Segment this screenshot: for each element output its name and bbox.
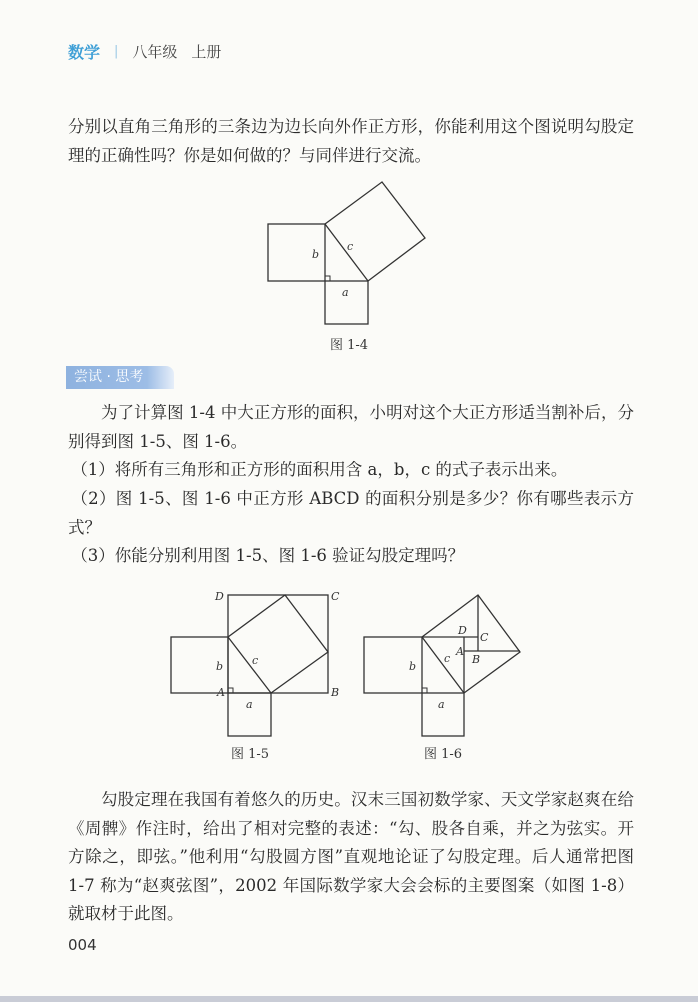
label-c: c <box>252 654 259 667</box>
figure-1-5 <box>171 590 340 736</box>
grade-label: 八年级 <box>132 43 178 61</box>
label-A: A <box>456 645 464 658</box>
square-c <box>325 182 425 281</box>
label-a: a <box>246 698 253 711</box>
scan-edge <box>0 996 698 1002</box>
question-1: （1）将所有三角形和正方形的面积用含 a，b，c 的式子表示出来。 <box>71 460 568 479</box>
figure-1-6 <box>364 595 520 736</box>
label-C: C <box>331 590 340 603</box>
label-B: B <box>331 686 340 699</box>
history-paragraph: 勾股定理在我国有着悠久的历史。汉末三国初数学家、天文学家赵爽在给《周髀》作注时，给出了相对完整的表述：“勾、股各自乘，并之为弦实。开方除之，即弦。”他利用“勾股圆方图”直观地论证了勾股定理。后人通常把图 1-7 称为“赵爽弦图”，2002 年国际数学家大会会标的主要图案（如图 1-8）就取材于此图。 <box>68 790 634 924</box>
label-a: a <box>342 286 349 299</box>
figure-1-4-caption: 图 1-4 <box>330 338 369 353</box>
intro-paragraph: 分别以直角三角形的三条边为边长向外作正方形，你能利用这个图说明勾股定理的正确性吗？你是如何做的？与同伴进行交流。 <box>68 117 634 165</box>
figure-1-5-caption: 图 1-5 <box>231 747 270 762</box>
volume-label: 上册 <box>191 43 222 61</box>
square-c <box>228 595 328 693</box>
figure-1-4 <box>268 182 425 324</box>
page-number: 004 <box>68 936 97 954</box>
square-abcd <box>228 595 328 693</box>
try-think-paragraph: 为了计算图 1-4 中大正方形的面积，小明对这个大正方形适当割补后，分别得到图 1-5、图 1-6。 <box>68 403 634 451</box>
label-b: b <box>312 248 320 261</box>
label-C: C <box>480 631 489 644</box>
header-separator: | <box>114 44 119 59</box>
label-B: B <box>472 653 481 666</box>
subject-title: 数学 <box>68 43 101 62</box>
right-angle-mark <box>228 688 233 693</box>
label-c: c <box>347 240 354 253</box>
label-c: c <box>444 652 451 665</box>
label-a: a <box>438 698 445 711</box>
label-D: D <box>458 624 467 637</box>
label-D: D <box>215 590 224 603</box>
question-3: （3）你能分别利用图 1-5、图 1-6 验证勾股定理吗？ <box>71 546 465 565</box>
right-angle-mark <box>422 688 427 693</box>
label-A: A <box>217 686 225 699</box>
label-b: b <box>216 660 224 673</box>
section-banner-try-think: 尝试 · 思考 <box>66 366 174 389</box>
figure-1-6-caption: 图 1-6 <box>424 747 463 762</box>
question-2: （2）图 1-5、图 1-6 中正方形 ABCD 的面积分别是多少？你有哪些表示方式？ <box>68 489 634 537</box>
right-angle-mark <box>325 276 330 281</box>
square-c <box>422 595 520 693</box>
label-b: b <box>409 660 417 673</box>
